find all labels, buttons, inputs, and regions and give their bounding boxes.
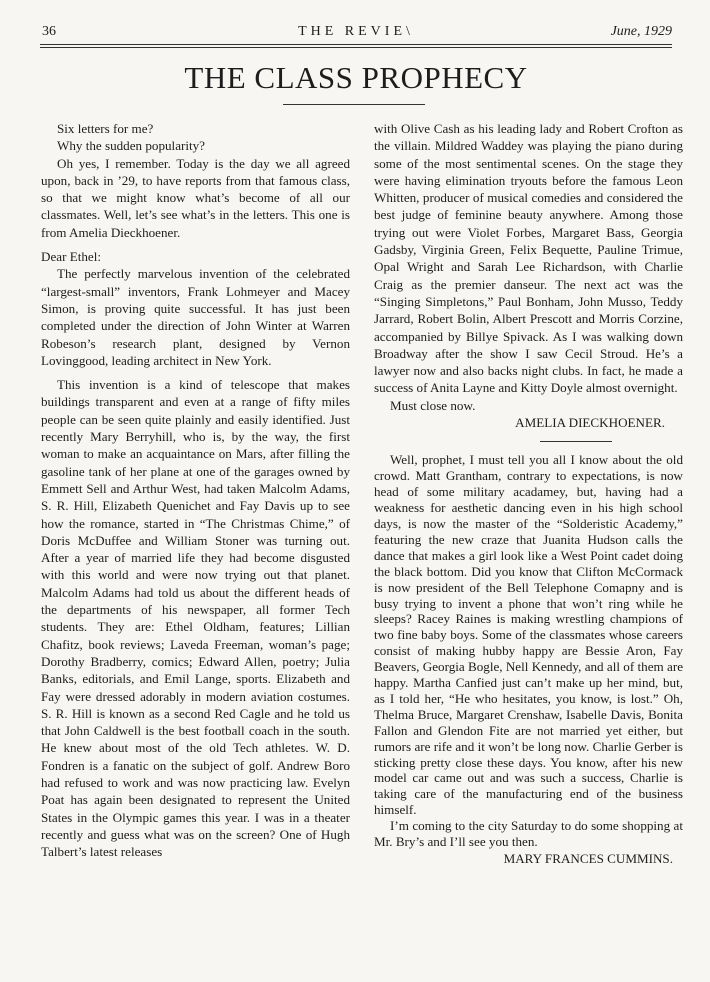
salutation: Dear Ethel:: [41, 249, 101, 265]
header-rule-double: [40, 47, 672, 48]
section-divider: [540, 441, 612, 442]
paragraph: with Olive Cash as his leading lady and Robert Crofton as the villain. Mildred Waddey was playing the piano during some of the most sentimental scenes. On the stage they were having elimination tryouts before the famous Leon Whitten, producer of musical comedies and considered the best judge of feminine beauty anywhere. Among those trying out were Violet Forbes, Margaret Bass, Georgia Gadsby, Virginia Green, Felix Bequette, Pauline Trimue, Opal Wright and Sarah Lee Richardson, with Charlie Craig as the premier danseur. The next act was the “Singing Simpletons,” Paul Bonham, John Musso, Teddy Jarrard, Robert Bolin, Albert Prescott and Morris Corzine, accompanied by Billye Spivack. As I was walking down Broadway after the show I saw Cecil Stroud. He’s a lawyer now and also backs night clubs. In fact, he made a success of Anita Layne and Kitty Doyle almost overnight.: [374, 121, 683, 396]
page-number: 36: [42, 24, 56, 39]
issue-date: June, 1929: [610, 24, 672, 39]
paragraph: Oh yes, I remember. Today is the day we all agreed upon, back in ’29, to have reports from that famous class, so that we might know what’s become of all our classmates. Well, let’s see what’s in the letters. This one is from Amelia Dieckhoener.: [41, 155, 350, 240]
signature: AMELIA DIECKHOENER.: [515, 415, 665, 431]
article-title: THE CLASS PROPHECY: [184, 60, 528, 95]
paragraph: Must close now.: [390, 397, 476, 413]
paragraph: Why the sudden popularity?: [57, 138, 205, 154]
paragraph: Six letters for me?: [57, 121, 154, 136]
paragraph: I’m coming to the city Saturday to do some shopping at Mr. Bry’s and I’ll see you then.: [374, 818, 683, 850]
publication-name: THE REVIE\: [298, 24, 414, 39]
title-rule: [283, 104, 425, 105]
right-column: [374, 120, 683, 867]
paragraph: This invention is a kind of telescope that makes buildings transparent and even at a range of fifty miles people can be seen quite plainly and easily identified. Just recently Mary Berryhill, who is, by the way, the first woman to make an acquaintance on Mars, after filling the gasoline tank of her plane at one of the garages owned by Emmett Sell and Arthur West, had taken Malcolm Adams, S. R. Hill, Elizabeth Quenichet and Fay Davis up to see how the romance, started in “The Christmas Chime,” of Doris McDuffee and William Stoner was turning out. After a year of married life they had become disgusted with this world and were now trying out that planet. Malcolm Adams had told us about the different heads of the departments of his newspaper, all former Tech students. They are: Ethel Oldham, features; Lillian Chafitz, book reviews; Laveda Freeman, woman’s page; Dorothy Bradberry, comics; Edward Allen, poetry; Julia Banks, editorials, and Emil Lange, sports. Elizabeth and Fay were dressed adorably in modern aviation costumes. S. R. Hill is known as a second Red Cagle and he told us that John Caldwell is the best football coach in the south. He knew about most of the old Tech athletes. W. D. Fondren is a fanatic on the subject of golf. Andrew Boro had refused to work and was now practicing law. Evelyn Poat has again been designated to represent the United States in the Olympic games this year. I was in a theater recently and guess what was on the screen? One of Hugh Talbert’s latest releases: [41, 377, 350, 860]
paragraph: The perfectly marvelous invention of the celebrated “largest-small” inventors, Frank Lohmeyer and Macey Simon, is proving quite successful. It has just been completed under the direction of John Winter at Warren Robeson’s research plant, designed by Vernon Lovinggood, leading architect in New York.: [41, 266, 350, 368]
left-column: [41, 120, 350, 860]
header-rule: [40, 44, 672, 45]
signature: MARY FRANCES CUMMINS.: [503, 851, 673, 866]
paragraph: Well, prophet, I must tell you all I know about the old crowd. Matt Grantham, contrary to expectations, is now head of some military acadamey, but, having had a weakness for aesthetic dancing even in his high school days, is now the master of the “Solderistic Academy,” featuring the new craze that Juanita Hudson calls the dance that makes a girl look like a West Point cadet doing the black bottom. Did you know that Clifton McCormack is now president of the Bell Telephone Comapny and is busy trying to invent a phone that won’t ring while he sleeps? Racey Raines is making wrestling champions of two fine baby boys. Some of the classmates whose careers consist of making hubby happy are Bessie Aron, Fay Beavers, Georgia Bogle, Nell Kennedy, and all of them are happy. Martha Canfied just can’t make up her mind, but, as I told her, “He who hesitates, you know, is lost.” Oh, Thelma Bruce, Margaret Crenshaw, Isabelle Davis, Bonita Fallon and Glendon Fite are not married yet either, but rumors are rife and it won’t be long now. Charlie Gerber is sticking pretty close these days. You know, after his new model car came out and was such a success, Charlie is taking care of the manufacturing end of the business himself.: [374, 452, 683, 818]
